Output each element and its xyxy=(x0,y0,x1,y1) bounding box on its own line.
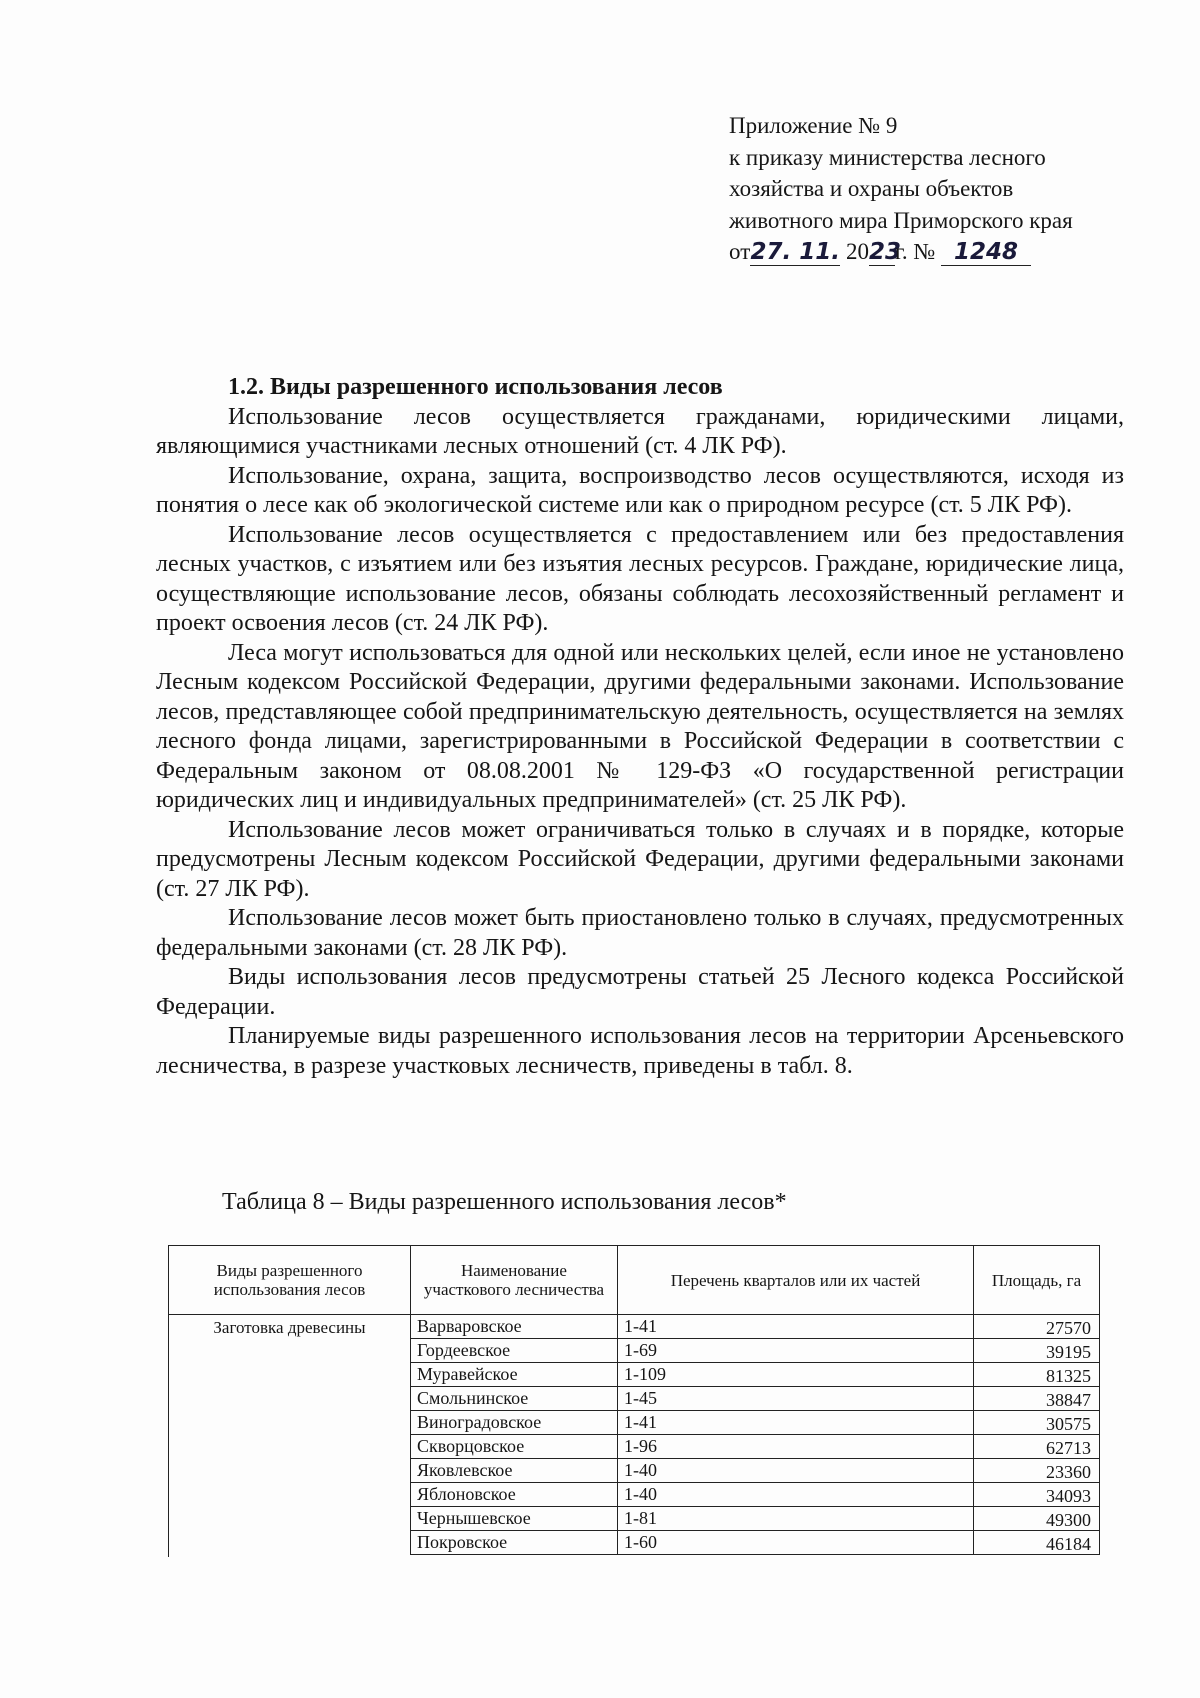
table-row xyxy=(410,1459,1100,1483)
quarters-cell: 1-81 xyxy=(617,1507,973,1530)
area-cell: 62713 xyxy=(973,1435,1100,1458)
paragraph: Леса могут использоваться для одной или нескольких целей, если иное не установлено Лесным кодексом Российской Федерации, другими федеральными законами. Использование лесов, представляющее собой предпринимательскую деятельность, осуществляется на землях лесного фонда лицами, зарегистрированными в Российской Федерации в соответствии с Федеральным законом от 08.08.2001 № 129-ФЗ «О государственной регистрации юридических лиц и индивидуальных предпринимателей» (ст. 25 ЛК РФ). xyxy=(156,639,1124,813)
forestry-name-cell: Муравейское xyxy=(410,1363,617,1386)
handwritten-order-number: 1248 xyxy=(941,239,1031,266)
paragraph: Использование лесов может ограничиваться только в случаях и в порядке, которые предусмотрены Лесным кодексом Российской Федерации, другими федеральными законами (ст. 27 ЛК РФ). xyxy=(156,816,1124,902)
header-quarters: Перечень кварталов или их частей xyxy=(617,1246,973,1314)
approval-line-4: животного мира Приморского края xyxy=(729,207,1073,233)
approval-line-2: к приказу министерства лесного xyxy=(729,144,1046,170)
date-year-end: г. № xyxy=(895,239,936,264)
section-title: 1.2. Виды разрешенного использования лесов xyxy=(228,374,723,400)
quarters-cell: 1-41 xyxy=(617,1315,973,1338)
table-rows xyxy=(410,1315,1100,1557)
handwritten-date: 27. 11. xyxy=(750,239,840,265)
area-cell: 49300 xyxy=(973,1507,1100,1530)
header-area: Площадь, га xyxy=(973,1246,1100,1314)
area-cell: 39195 xyxy=(973,1339,1100,1362)
area-cell: 34093 xyxy=(973,1483,1100,1506)
table-row xyxy=(410,1531,1100,1555)
area-cell: 30575 xyxy=(973,1411,1100,1434)
table-row xyxy=(410,1339,1100,1363)
quarters-cell: 1-41 xyxy=(617,1411,973,1434)
paragraph: Виды использования лесов предусмотрены статьей 25 Лесного кодекса Российской Федерации. xyxy=(156,964,1124,1020)
area-cell: 38847 xyxy=(973,1387,1100,1410)
forestry-name-cell: Яблоновское xyxy=(410,1483,617,1506)
table-body xyxy=(168,1315,1100,1557)
table-row xyxy=(410,1507,1100,1531)
approval-line-1: Приложение № 9 xyxy=(729,113,898,138)
approval-date-line xyxy=(729,236,1149,268)
paragraph: Использование лесов осуществляется с предоставлением или без предоставления лесных участков, с изъятием или без изъятия лесных ресурсов. Граждане, юридические лица, осуществляющие использование лесов, обязаны соблюдать лесохозяйственный регламент и проект освоения лесов (ст. 24 ЛК РФ). xyxy=(156,521,1124,636)
forestry-name-cell: Смольнинское xyxy=(410,1387,617,1410)
area-cell: 23360 xyxy=(973,1459,1100,1482)
area-cell: 27570 xyxy=(973,1315,1100,1338)
table-row xyxy=(410,1411,1100,1435)
section-content xyxy=(156,373,1124,1081)
area-cell: 81325 xyxy=(973,1363,1100,1386)
quarters-cell: 1-96 xyxy=(617,1435,973,1458)
paragraph: Использование, охрана, защита, воспроизводство лесов осуществляются, исходя из понятия о лесе как об экологической системе или как о природном ресурсе (ст. 5 ЛК РФ). xyxy=(156,462,1124,518)
table-row xyxy=(410,1435,1100,1459)
approval-block xyxy=(729,110,1149,268)
forest-use-table xyxy=(168,1245,1100,1557)
forestry-name-cell: Чернышевское xyxy=(410,1507,617,1530)
quarters-cell: 1-40 xyxy=(617,1483,973,1506)
approval-line-3: хозяйства и охраны объектов xyxy=(729,176,1014,201)
forestry-name-cell: Яковлевское xyxy=(410,1459,617,1482)
paragraph: Планируемые виды разрешенного использования лесов на территории Арсеньевского лесничества, в разрезе участковых лесничеств, приведены в табл. 8. xyxy=(156,1023,1124,1079)
use-type-cell: Заготовка древесины xyxy=(168,1315,410,1557)
forestry-name-cell: Покровское xyxy=(410,1531,617,1554)
handwritten-year: 23 xyxy=(869,239,902,265)
date-year-prefix: 20 xyxy=(846,239,869,264)
quarters-cell: 1-60 xyxy=(617,1531,973,1554)
table-row xyxy=(410,1483,1100,1507)
table-header-row xyxy=(168,1245,1100,1315)
quarters-cell: 1-69 xyxy=(617,1339,973,1362)
table-row xyxy=(410,1387,1100,1411)
table-row xyxy=(410,1363,1100,1387)
quarters-cell: 1-45 xyxy=(617,1387,973,1410)
header-use-type: Виды разрешенного использования лесов xyxy=(168,1246,410,1314)
date-prefix: от xyxy=(729,239,751,264)
forestry-name-cell: Скворцовское xyxy=(410,1435,617,1458)
quarters-cell: 1-109 xyxy=(617,1363,973,1386)
quarters-cell: 1-40 xyxy=(617,1459,973,1482)
paragraph: Использование лесов может быть приостановлено только в случаях, предусмотренных федеральными законами (ст. 28 ЛК РФ). xyxy=(156,905,1124,961)
table-row xyxy=(410,1315,1100,1339)
forestry-name-cell: Виноградовское xyxy=(410,1411,617,1434)
forestry-name-cell: Гордеевское xyxy=(410,1339,617,1362)
paragraph: Использование лесов осуществляется гражданами, юридическими лицами, являющимися участниками лесных отношений (ст. 4 ЛК РФ). xyxy=(156,403,1124,459)
area-cell: 46184 xyxy=(973,1531,1100,1554)
header-forestry-name: Наименование участкового лесничества xyxy=(410,1246,617,1314)
forestry-name-cell: Варваровское xyxy=(410,1315,617,1338)
table-caption: Таблица 8 – Виды разрешенного использования лесов* xyxy=(222,1189,787,1215)
